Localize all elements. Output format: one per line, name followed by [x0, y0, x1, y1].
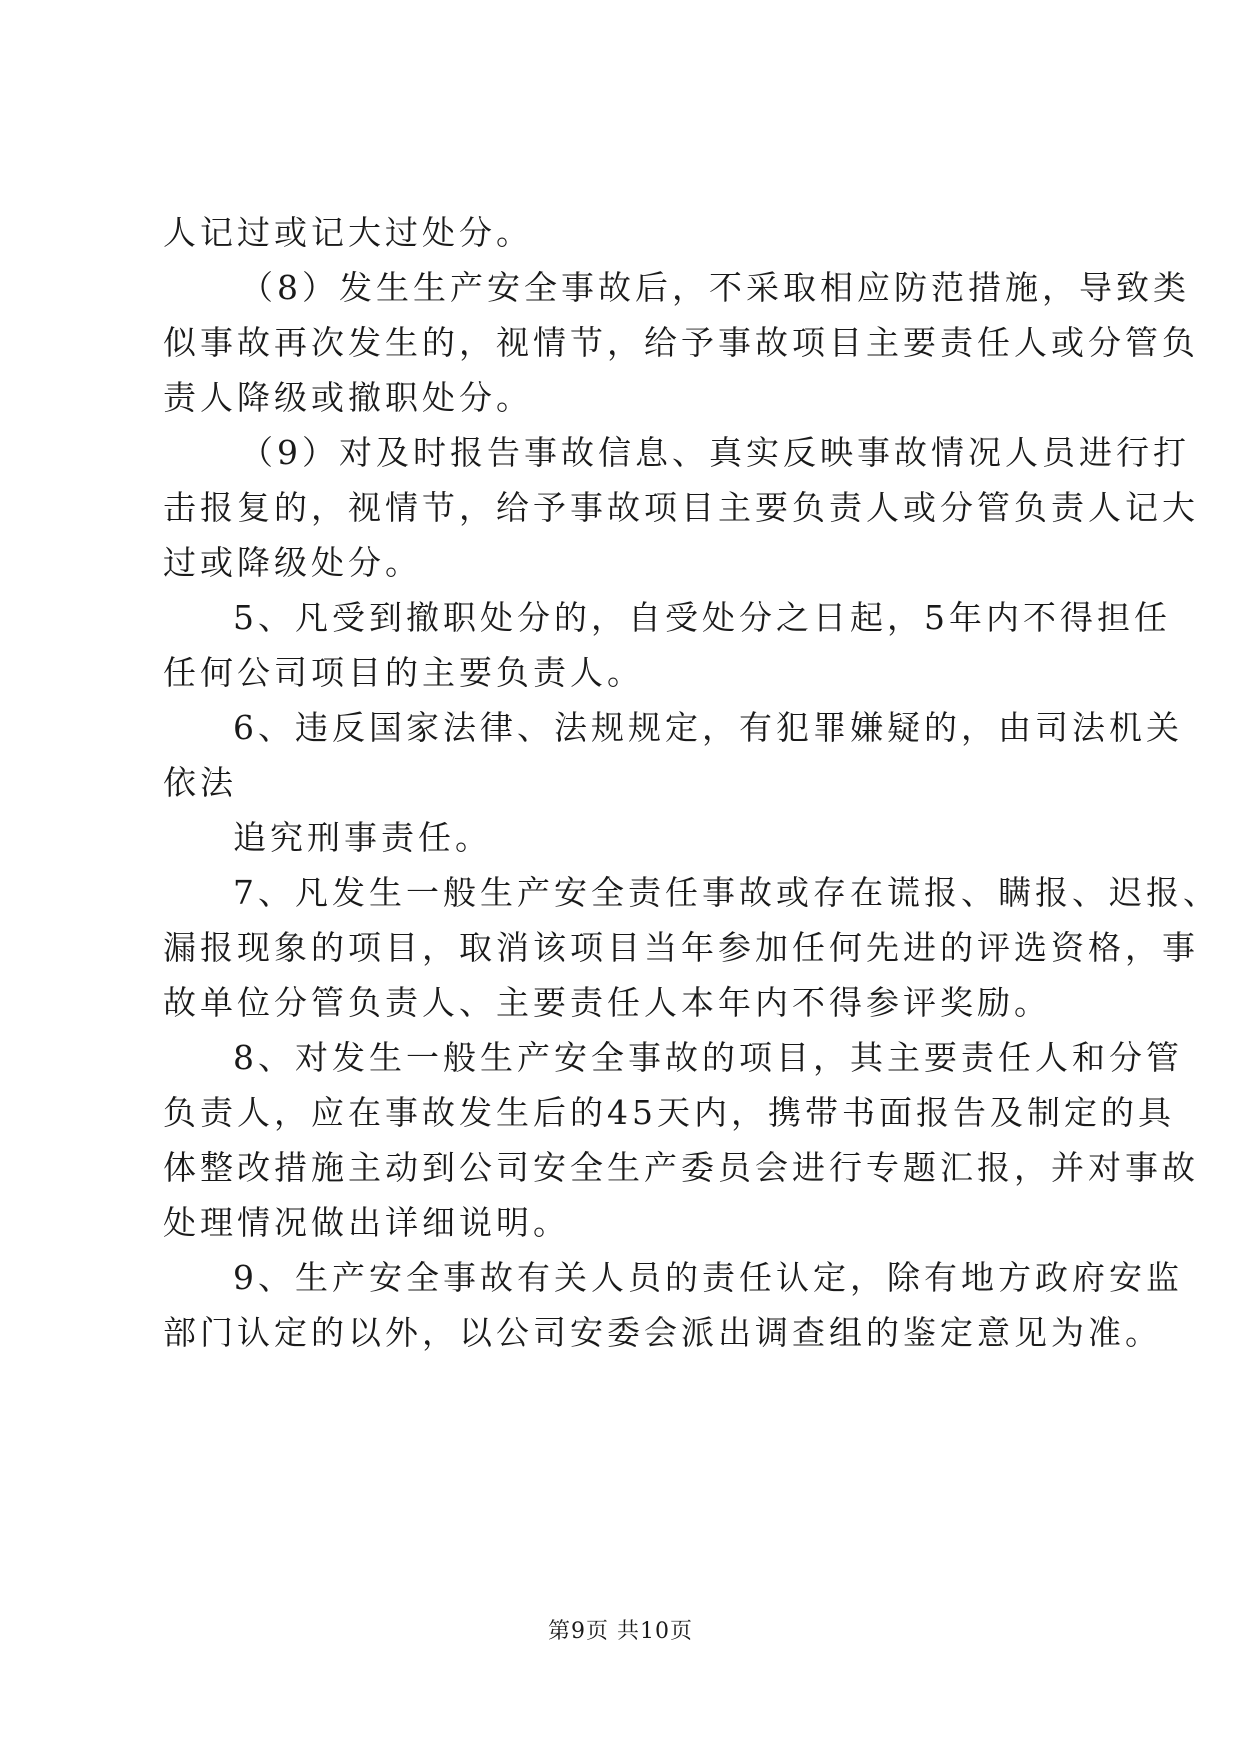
text-line: 故单位分管负责人、主要责任人本年内不得参评奖励。 — [163, 983, 1051, 1022]
text-line: 9、生产安全事故有关人员的责任认定，除有地方政府安监 — [233, 1258, 1183, 1297]
text-line: 6、违反国家法律、法规规定，有犯罪嫌疑的，由司法机关 — [233, 708, 1183, 747]
text-line: 漏报现象的项目，取消该项目当年参加任何先进的评选资格，事 — [163, 928, 1199, 967]
page-footer: 第9页 共10页 — [548, 1619, 693, 1644]
text-line: 击报复的，视情节，给予事故项目主要负责人或分管负责人记大 — [163, 488, 1199, 527]
text-line: 处理情况做出详细说明。 — [163, 1203, 570, 1242]
text-line: 追究刑事责任。 — [233, 818, 492, 857]
text-line: 人记过或记大过处分。 — [163, 213, 533, 252]
text-line: 依法 — [163, 763, 237, 802]
text-line: 负责人，应在事故发生后的45天内，携带书面报告及制定的具 — [163, 1093, 1175, 1132]
text-line: 5、凡受到撤职处分的，自受处分之日起，5年内不得担任 — [233, 598, 1171, 637]
text-line: 7、凡发生一般生产安全责任事故或存在谎报、瞒报、迟报、 — [233, 873, 1220, 912]
text-line: 似事故再次发生的，视情节，给予事故项目主要责任人或分管负 — [163, 323, 1199, 362]
text-line: 体整改措施主动到公司安全生产委员会进行专题汇报，并对事故 — [163, 1148, 1199, 1187]
text-line: （8）发生生产安全事故后，不采取相应防范措施，导致类 — [240, 268, 1190, 307]
text-line: 部门认定的以外，以公司安委会派出调查组的鉴定意见为准。 — [163, 1313, 1162, 1352]
text-line: （9）对及时报告事故信息、真实反映事故情况人员进行打 — [240, 433, 1190, 472]
text-line: 8、对发生一般生产安全事故的项目，其主要责任人和分管 — [233, 1038, 1183, 1077]
text-line: 责人降级或撤职处分。 — [163, 378, 533, 417]
text-line: 任何公司项目的主要负责人。 — [163, 653, 644, 692]
text-line: 过或降级处分。 — [163, 543, 422, 582]
